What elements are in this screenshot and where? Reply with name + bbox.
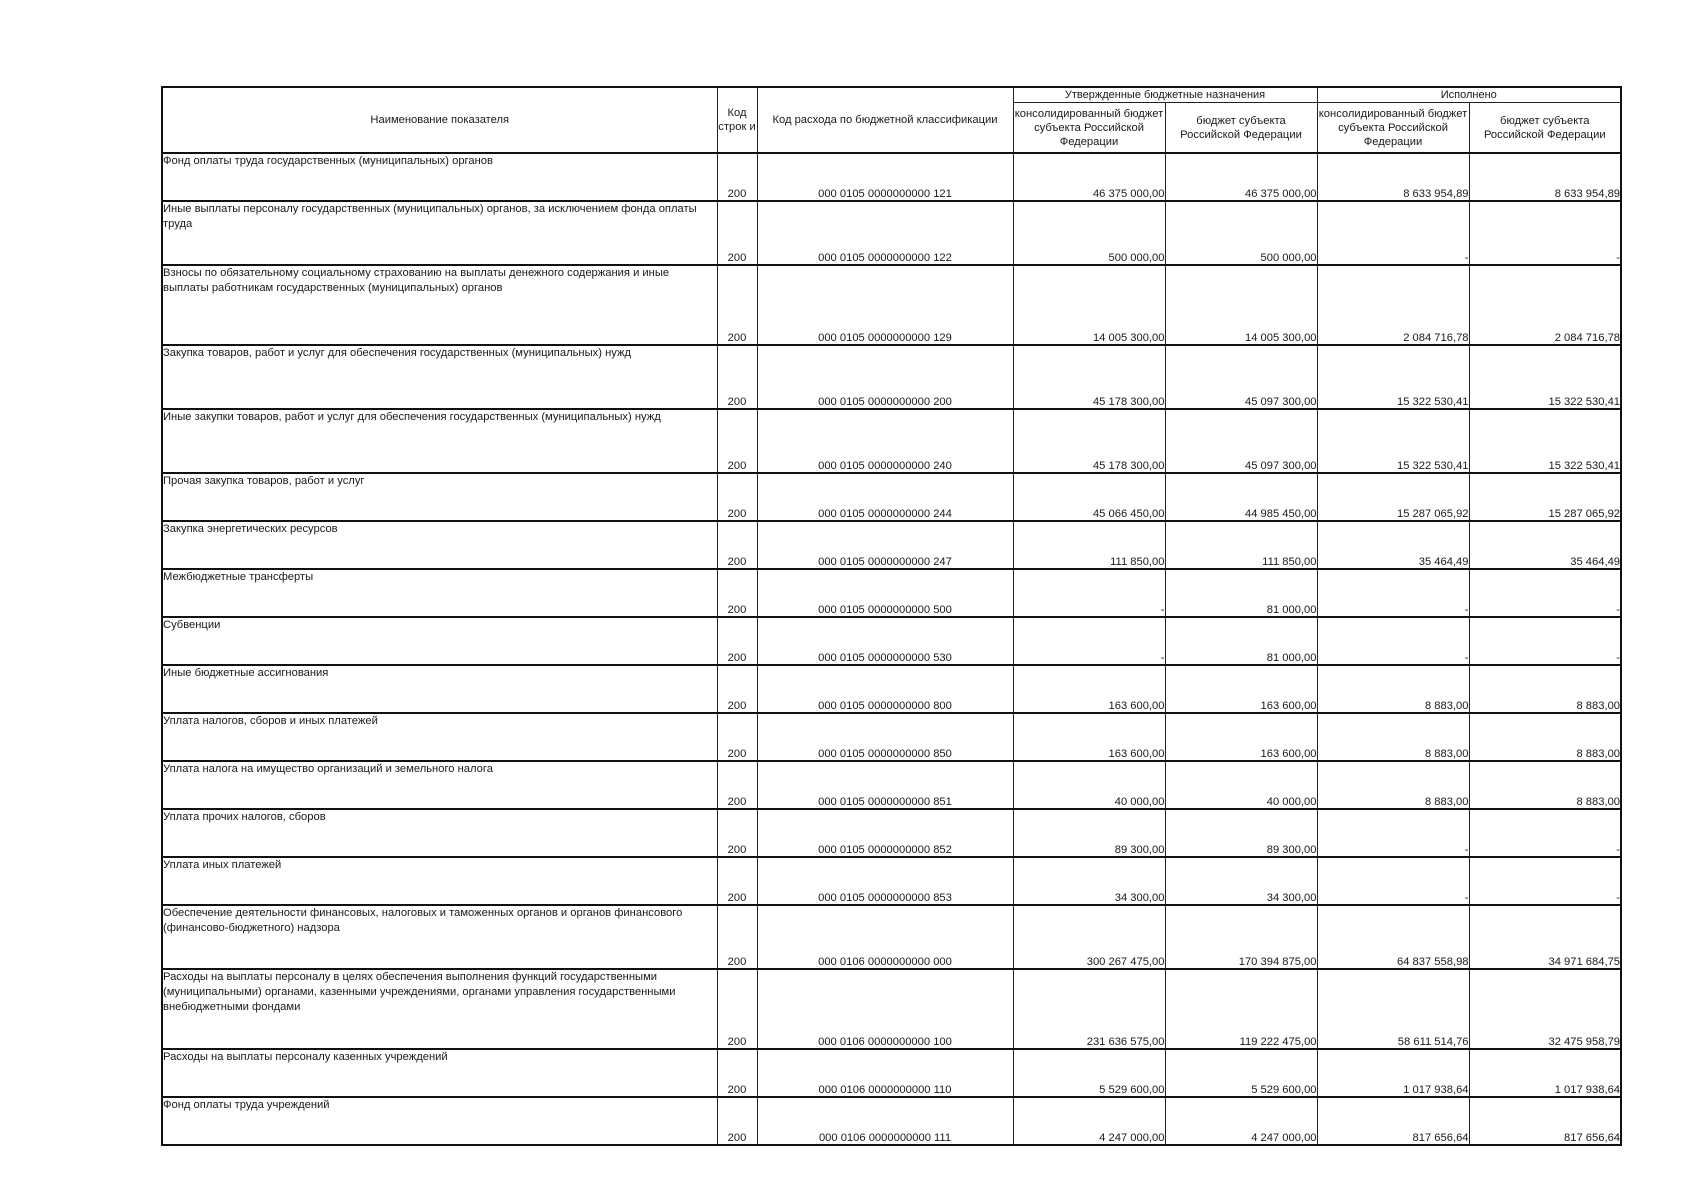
row-line-code: 200 (717, 1097, 757, 1145)
row-approved-consolidated: - (1013, 569, 1165, 617)
row-executed-consolidated: 15 287 065,92 (1317, 473, 1469, 521)
row-approved-subject: 89 300,00 (1165, 809, 1317, 857)
row-approved-subject: 4 247 000,00 (1165, 1097, 1317, 1145)
row-executed-subject: - (1469, 617, 1621, 665)
table-row (162, 265, 1621, 345)
row-line-code: 200 (717, 153, 757, 201)
row-classification-code: 000 0105 0000000000 122 (757, 201, 1013, 265)
row-executed-subject: - (1469, 201, 1621, 265)
header-indicator-name: Наименование показателя (162, 87, 717, 153)
row-classification-code: 000 0105 0000000000 500 (757, 569, 1013, 617)
row-approved-subject: 81 000,00 (1165, 569, 1317, 617)
row-executed-consolidated: 64 837 558,98 (1317, 905, 1469, 969)
row-approved-consolidated: 34 300,00 (1013, 857, 1165, 905)
row-approved-subject: 119 222 475,00 (1165, 969, 1317, 1049)
row-executed-consolidated: 15 322 530,41 (1317, 409, 1469, 473)
row-name: Расходы на выплаты персоналу казенных учреждений (162, 1049, 717, 1097)
row-classification-code: 000 0105 0000000000 530 (757, 617, 1013, 665)
row-name: Прочая закупка товаров, работ и услуг (162, 473, 717, 521)
row-approved-consolidated: 46 375 000,00 (1013, 153, 1165, 201)
table-row (162, 345, 1621, 409)
header-executed-group: Исполнено (1317, 87, 1621, 103)
row-executed-consolidated: 58 611 514,76 (1317, 969, 1469, 1049)
row-executed-subject: 32 475 958,79 (1469, 969, 1621, 1049)
row-approved-subject: 44 985 450,00 (1165, 473, 1317, 521)
table-body (162, 153, 1621, 1145)
row-approved-consolidated: 300 267 475,00 (1013, 905, 1165, 969)
row-classification-code: 000 0105 0000000000 121 (757, 153, 1013, 201)
row-approved-subject: 5 529 600,00 (1165, 1049, 1317, 1097)
row-approved-subject: 46 375 000,00 (1165, 153, 1317, 201)
row-line-code: 200 (717, 713, 757, 761)
row-approved-consolidated: 163 600,00 (1013, 665, 1165, 713)
row-approved-subject: 500 000,00 (1165, 201, 1317, 265)
table-row (162, 857, 1621, 905)
row-approved-consolidated: 4 247 000,00 (1013, 1097, 1165, 1145)
row-executed-subject: - (1469, 569, 1621, 617)
row-executed-subject: - (1469, 809, 1621, 857)
row-classification-code: 000 0105 0000000000 129 (757, 265, 1013, 345)
row-executed-consolidated: 8 883,00 (1317, 761, 1469, 809)
table-row (162, 569, 1621, 617)
row-executed-consolidated: 2 084 716,78 (1317, 265, 1469, 345)
row-executed-subject: 8 883,00 (1469, 713, 1621, 761)
table-row (162, 201, 1621, 265)
row-executed-subject: 15 322 530,41 (1469, 409, 1621, 473)
row-line-code: 200 (717, 969, 757, 1049)
row-line-code: 200 (717, 617, 757, 665)
row-classification-code: 000 0105 0000000000 247 (757, 521, 1013, 569)
row-approved-subject: 14 005 300,00 (1165, 265, 1317, 345)
row-classification-code: 000 0105 0000000000 850 (757, 713, 1013, 761)
header-approved-group: Утвержденные бюджетные назначения (1013, 87, 1317, 103)
row-name: Иные выплаты персоналу государственных (муниципальных) органов, за исключением фонда оплаты труда (162, 201, 717, 265)
row-classification-code: 000 0106 0000000000 100 (757, 969, 1013, 1049)
row-executed-consolidated: - (1317, 201, 1469, 265)
row-line-code: 200 (717, 665, 757, 713)
table-row (162, 409, 1621, 473)
row-name: Взносы по обязательному социальному страхованию на выплаты денежного содержания и иные выплаты работникам государственных (муниципальных) органов (162, 265, 717, 345)
row-approved-consolidated: 45 066 450,00 (1013, 473, 1165, 521)
table-row (162, 153, 1621, 201)
table-row (162, 761, 1621, 809)
row-classification-code: 000 0105 0000000000 240 (757, 409, 1013, 473)
row-executed-subject: 8 883,00 (1469, 665, 1621, 713)
row-executed-subject: 15 322 530,41 (1469, 345, 1621, 409)
header-executed-consolidated: консолидированный бюджет субъекта Российской Федерации (1317, 103, 1469, 154)
row-approved-consolidated: 231 636 575,00 (1013, 969, 1165, 1049)
row-executed-consolidated: 8 883,00 (1317, 713, 1469, 761)
table-row (162, 1097, 1621, 1145)
row-executed-consolidated: 15 322 530,41 (1317, 345, 1469, 409)
row-executed-consolidated: - (1317, 617, 1469, 665)
header-classification-code: Код расхода по бюджетной классификации (757, 87, 1013, 153)
row-executed-consolidated: - (1317, 809, 1469, 857)
row-name: Фонд оплаты труда государственных (муниципальных) органов (162, 153, 717, 201)
row-name: Обеспечение деятельности финансовых, налоговых и таможенных органов и органов финансового (финансово-бюджетного) надзора (162, 905, 717, 969)
header-approved-subject: бюджет субъекта Российской Федерации (1165, 103, 1317, 154)
row-approved-subject: 111 850,00 (1165, 521, 1317, 569)
row-classification-code: 000 0106 0000000000 111 (757, 1097, 1013, 1145)
table-row (162, 473, 1621, 521)
row-line-code: 200 (717, 473, 757, 521)
table-row (162, 905, 1621, 969)
row-name: Уплата прочих налогов, сборов (162, 809, 717, 857)
row-approved-subject: 40 000,00 (1165, 761, 1317, 809)
row-classification-code: 000 0105 0000000000 244 (757, 473, 1013, 521)
row-name: Уплата налога на имущество организаций и земельного налога (162, 761, 717, 809)
row-executed-consolidated: 8 883,00 (1317, 665, 1469, 713)
row-name: Фонд оплаты труда учреждений (162, 1097, 717, 1145)
row-name: Субвенции (162, 617, 717, 665)
row-executed-consolidated: 8 633 954,89 (1317, 153, 1469, 201)
row-classification-code: 000 0105 0000000000 853 (757, 857, 1013, 905)
table-row (162, 713, 1621, 761)
row-approved-consolidated: 111 850,00 (1013, 521, 1165, 569)
row-approved-consolidated: - (1013, 617, 1165, 665)
budget-execution-table (161, 86, 1622, 1146)
row-name: Иные закупки товаров, работ и услуг для обеспечения государственных (муниципальных) нужд (162, 409, 717, 473)
row-executed-consolidated: 1 017 938,64 (1317, 1049, 1469, 1097)
row-approved-consolidated: 163 600,00 (1013, 713, 1165, 761)
row-approved-subject: 163 600,00 (1165, 665, 1317, 713)
row-name: Закупка товаров, работ и услуг для обеспечения государственных (муниципальных) нужд (162, 345, 717, 409)
row-classification-code: 000 0106 0000000000 110 (757, 1049, 1013, 1097)
row-approved-consolidated: 14 005 300,00 (1013, 265, 1165, 345)
row-classification-code: 000 0106 0000000000 000 (757, 905, 1013, 969)
row-line-code: 200 (717, 761, 757, 809)
row-executed-consolidated: - (1317, 569, 1469, 617)
row-line-code: 200 (717, 265, 757, 345)
row-classification-code: 000 0105 0000000000 851 (757, 761, 1013, 809)
table-row (162, 809, 1621, 857)
row-executed-subject: 35 464,49 (1469, 521, 1621, 569)
table-row (162, 617, 1621, 665)
table-row (162, 1049, 1621, 1097)
row-executed-consolidated: 35 464,49 (1317, 521, 1469, 569)
row-approved-subject: 34 300,00 (1165, 857, 1317, 905)
row-line-code: 200 (717, 201, 757, 265)
row-approved-subject: 45 097 300,00 (1165, 345, 1317, 409)
row-approved-consolidated: 500 000,00 (1013, 201, 1165, 265)
row-classification-code: 000 0105 0000000000 200 (757, 345, 1013, 409)
table-row (162, 969, 1621, 1049)
row-approved-subject: 81 000,00 (1165, 617, 1317, 665)
row-approved-consolidated: 45 178 300,00 (1013, 409, 1165, 473)
row-approved-consolidated: 89 300,00 (1013, 809, 1165, 857)
row-approved-subject: 45 097 300,00 (1165, 409, 1317, 473)
row-name: Иные бюджетные ассигнования (162, 665, 717, 713)
row-executed-subject: 8 633 954,89 (1469, 153, 1621, 201)
table-row (162, 521, 1621, 569)
row-name: Расходы на выплаты персоналу в целях обеспечения выполнения функций государственными (муниципальными) органами, казенными учреждениями, органами управления государственными внебюджетными фондами (162, 969, 717, 1049)
row-line-code: 200 (717, 521, 757, 569)
row-classification-code: 000 0105 0000000000 852 (757, 809, 1013, 857)
row-executed-subject: 2 084 716,78 (1469, 265, 1621, 345)
row-line-code: 200 (717, 905, 757, 969)
header-approved-consolidated: консолидированный бюджет субъекта Российской Федерации (1013, 103, 1165, 154)
row-executed-consolidated: - (1317, 857, 1469, 905)
header-line-code: Код строк и (717, 87, 757, 153)
row-line-code: 200 (717, 857, 757, 905)
row-executed-subject: 15 287 065,92 (1469, 473, 1621, 521)
row-line-code: 200 (717, 409, 757, 473)
row-approved-subject: 170 394 875,00 (1165, 905, 1317, 969)
row-approved-consolidated: 40 000,00 (1013, 761, 1165, 809)
table-row (162, 665, 1621, 713)
row-executed-subject: 817 656,64 (1469, 1097, 1621, 1145)
header-executed-subject: бюджет субъекта Российской Федерации (1469, 103, 1621, 154)
row-name: Уплата иных платежей (162, 857, 717, 905)
row-approved-consolidated: 5 529 600,00 (1013, 1049, 1165, 1097)
row-line-code: 200 (717, 809, 757, 857)
row-name: Уплата налогов, сборов и иных платежей (162, 713, 717, 761)
row-classification-code: 000 0105 0000000000 800 (757, 665, 1013, 713)
row-approved-subject: 163 600,00 (1165, 713, 1317, 761)
row-executed-subject: 34 971 684,75 (1469, 905, 1621, 969)
row-executed-subject: 1 017 938,64 (1469, 1049, 1621, 1097)
row-line-code: 200 (717, 345, 757, 409)
row-executed-subject: - (1469, 857, 1621, 905)
row-executed-consolidated: 817 656,64 (1317, 1097, 1469, 1145)
row-line-code: 200 (717, 1049, 757, 1097)
row-line-code: 200 (717, 569, 757, 617)
row-executed-subject: 8 883,00 (1469, 761, 1621, 809)
row-name: Закупка энергетических ресурсов (162, 521, 717, 569)
row-approved-consolidated: 45 178 300,00 (1013, 345, 1165, 409)
row-name: Межбюджетные трансферты (162, 569, 717, 617)
